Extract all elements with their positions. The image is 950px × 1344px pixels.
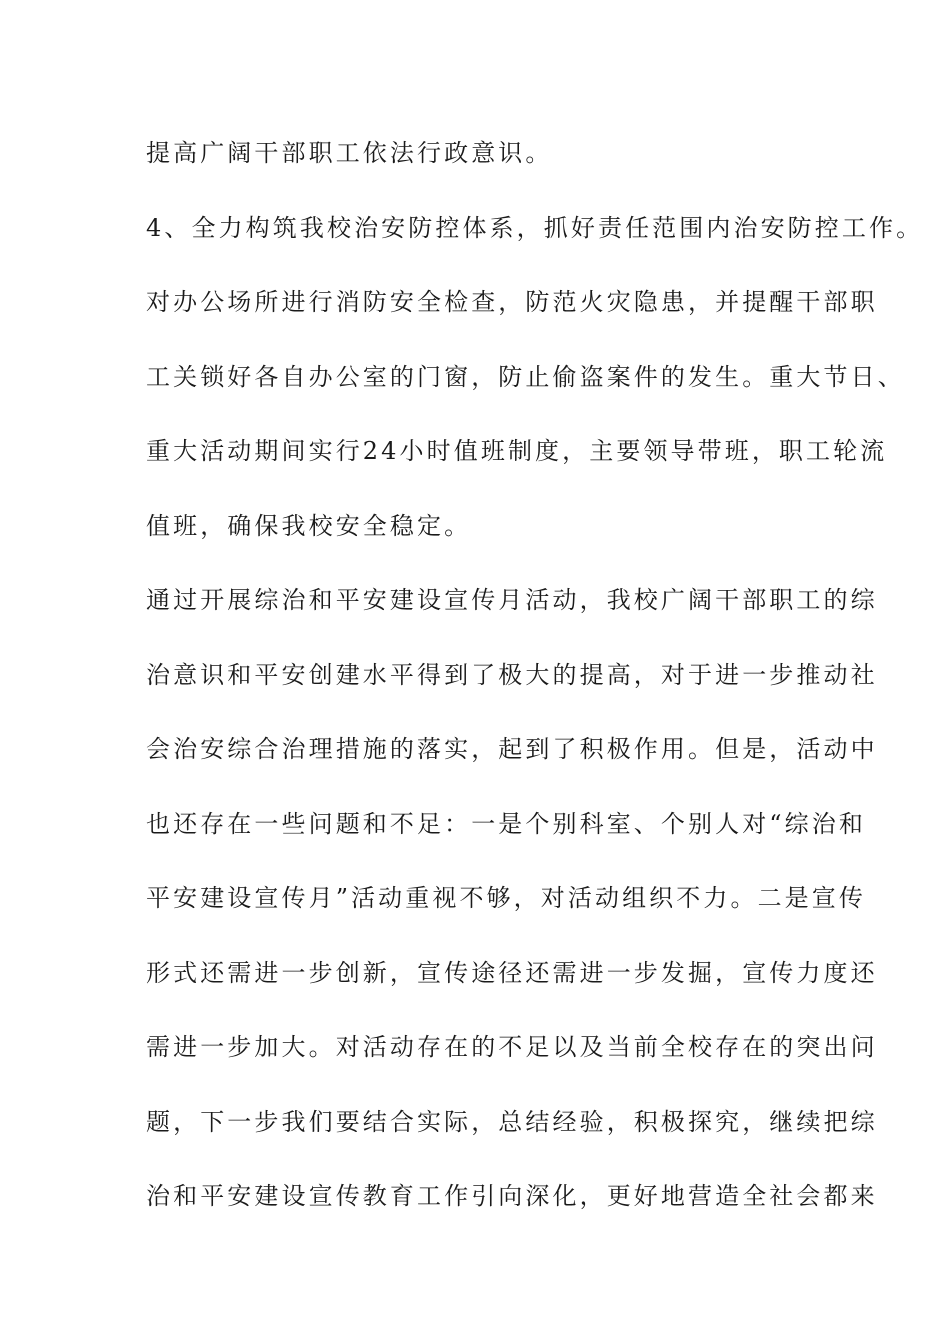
text-line: 对办公场所进行消防安全检查，防范火灾隐患，并提醒干部职: [146, 288, 878, 316]
text-line: 也还存在一些问题和不足：一是个别科室、个别人对“综治和: [146, 810, 866, 838]
text-line: 值班，确保我校安全稳定。: [146, 512, 472, 540]
text-line: 会治安综合治理措施的落实，起到了积极作用。但是，活动中: [146, 735, 878, 763]
text-line: 平安建设宣传月”活动重视不够，对活动组织不力。二是宣传: [146, 884, 866, 912]
text-line: 重大活动期间实行24小时值班制度，主要领导带班，职工轮流: [146, 437, 888, 465]
text-line: 提高广阔干部职工依法行政意识。: [146, 139, 553, 167]
text-line: 治意识和平安创建水平得到了极大的提高，对于进一步推动社: [146, 661, 878, 689]
text-line: 4、全力构筑我校治安防控体系，抓好责任范围内治安防控工作。: [146, 214, 924, 242]
text-line: 治和平安建设宣传教育工作引向深化，更好地营造全社会都来: [146, 1182, 878, 1210]
text-line: 形式还需进一步创新，宣传途径还需进一步发掘，宣传力度还: [146, 959, 878, 987]
text-line: 题，下一步我们要结合实际，总结经验，积极探究，继续把综: [146, 1108, 878, 1136]
text-line: 需进一步加大。对活动存在的不足以及当前全校存在的突出问: [146, 1033, 878, 1061]
text-line: 通过开展综治和平安建设宣传月活动，我校广阔干部职工的综: [146, 586, 878, 614]
text-line: 工关锁好各自办公室的门窗，防止偷盗案件的发生。重大节日、: [146, 363, 905, 391]
